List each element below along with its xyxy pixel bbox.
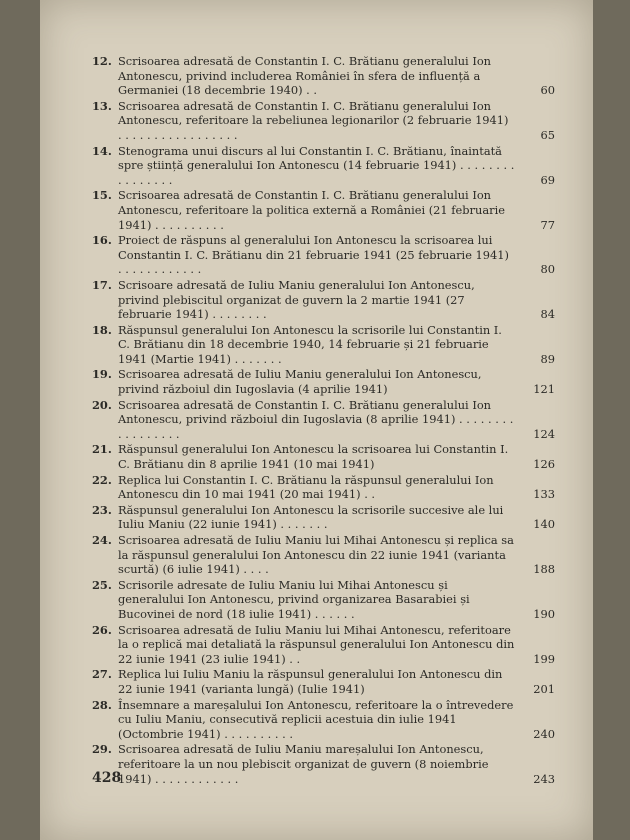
- entry-page-number: 80: [540, 262, 555, 277]
- entry-title: Scrisoarea adresată de Constantin I. C. Brătianu generalului Ion Antonescu, privind includerea României în sfera de influență a Germaniei (18 decembrie 1940) . .: [118, 54, 492, 98]
- entry-title: Scrisoarea adresată de Constantin I. C. Brătianu generalului Ion Antonescu, referitoare la rebeliunea legionarilor (2 februarie 1941) . . . . . . . . . . . . . . . . .: [118, 98, 509, 142]
- entry-title: Scrisoarea adresată de Iuliu Maniu generalului Ion Antonescu, privind războiul din Iugoslavia (4 aprilie 1941): [118, 367, 482, 397]
- list-item: [40, 623, 593, 667]
- list-item: [40, 323, 593, 367]
- list-item: [40, 398, 593, 442]
- entry-title: Stenograma unui discurs al lui Constantin I. C. Brătianu, înaintată spre știință generalului Ion Antonescu (14 februarie 1941) . . . . . . . . . . . . . . . .: [118, 143, 515, 187]
- entry-page-number: 89: [540, 351, 555, 366]
- entry-title: Însemnare a mareșalului Ion Antonescu, referitoare la o întrevedere cu Iuliu Maniu, consecutivă replicii acestuia din iulie 1941 (Octombrie 1941) . . . . . . . . . .: [118, 697, 514, 741]
- list-item: [40, 233, 593, 277]
- entry-number: 23.: [92, 502, 112, 517]
- entry-page-number: 121: [533, 382, 555, 397]
- entry-page-number: 84: [540, 307, 555, 322]
- list-item: [40, 99, 593, 143]
- entry-page-number: 77: [540, 217, 555, 232]
- list-item: [40, 667, 593, 696]
- list-item: [40, 742, 593, 786]
- entry-title: Răspunsul generalului Ion Antonescu la scrisorile succesive ale lui Iuliu Maniu (22 iunie 1941) . . . . . . .: [118, 502, 504, 532]
- entry-page-number: 201: [533, 681, 555, 696]
- entry-page-number: 188: [533, 562, 555, 577]
- entry-number: 26.: [92, 622, 112, 637]
- list-item: [40, 503, 593, 532]
- entry-page-number: 126: [533, 457, 555, 472]
- list-item: [40, 188, 593, 232]
- entry-number: 18.: [92, 322, 112, 337]
- entry-page-number: 240: [533, 726, 555, 741]
- entry-number: 20.: [92, 397, 112, 412]
- page-number: 428: [92, 770, 122, 786]
- entry-page-number: 243: [533, 771, 555, 786]
- entry-title: Scrisoarea adresată de Iuliu Maniu mareșalului Ion Antonescu, referitoare la un nou plebiscit organizat de guvern (8 noiembrie 1941) . . . . . . . . . . . .: [118, 742, 489, 786]
- entry-number: 29.: [92, 742, 112, 757]
- entry-title: Scrisoarea adresată de Iuliu Maniu lui Mihai Antonescu și replica sa la răspunsul generalului Ion Antonescu din 22 iunie 1941 (varianta scurtă) (6 iulie 1941) . . . .: [118, 533, 514, 577]
- entry-number: 15.: [92, 188, 112, 203]
- list-item: [40, 698, 593, 742]
- entry-number: 13.: [92, 98, 112, 113]
- entry-title: Scrisoare adresată de Iuliu Maniu generalului Ion Antonescu, privind plebiscitul organizat de guvern la 2 martie 1941 (27 februarie 1941) . . . . . . . .: [118, 277, 475, 322]
- entry-number: 17.: [92, 277, 112, 292]
- entry-number: 28.: [92, 697, 112, 712]
- entry-page-number: 60: [540, 83, 555, 98]
- entry-title: Scrisoarea adresată de Constantin I. C. Brătianu generalului Ion Antonescu, privind războiul din Iugoslavia (8 aprilie 1941) . . . . . . . . . . . . . . . . .: [118, 397, 514, 441]
- entry-number: 27.: [92, 667, 112, 682]
- entry-title: Replica lui Iuliu Maniu la răspunsul generalului Ion Antonescu din 22 iunie 1941 (varianta lungă) (Iulie 1941): [118, 667, 503, 696]
- entry-title: Scrisorile adresate de Iuliu Maniu lui Mihai Antonescu și generalului Ion Antonescu, privind organizarea Basarabiei și Bucovinei de nord (18 iulie 1941) . . . . . .: [118, 577, 470, 621]
- entry-page-number: 65: [540, 127, 555, 142]
- entry-number: 19.: [92, 367, 112, 382]
- entry-number: 21.: [92, 442, 112, 457]
- entry-page-number: 133: [533, 487, 555, 502]
- entry-title: Proiect de răspuns al generalului Ion Antonescu la scrisoarea lui Constantin I. C. Brătianu din 21 februarie 1941 (25 februarie 1941) . . . . . . . . . . . .: [118, 233, 509, 277]
- entry-title: Scrisoarea adresată de Iuliu Maniu lui Mihai Antonescu, referitoare la o replică mai detaliată la răspunsul generalului Ion Antonescu din 22 iunie 1941 (23 iulie 1941) . .: [118, 622, 515, 666]
- entry-title: Răspunsul generalului Ion Antonescu la scrisorile lui Constantin I. C. Brătianu din 18 decembrie 1940, 14 februarie și 21 februarie 1941 (Martie 1941) . . . . . . .: [118, 322, 502, 366]
- entry-number: 25.: [92, 577, 112, 592]
- entry-page-number: 140: [533, 517, 555, 532]
- list-item: [40, 442, 593, 471]
- entry-number: 24.: [92, 533, 112, 547]
- list-item: [40, 578, 593, 622]
- list-item: [40, 367, 593, 396]
- list-item: [40, 54, 593, 98]
- entry-number: 12.: [92, 54, 112, 68]
- entry-title: Scrisoarea adresată de Constantin I. C. Brătianu generalului Ion Antonescu, referitoare la politica externă a României (21 februarie 1941) . . . . . . . . . .: [118, 188, 505, 232]
- entry-title: Răspunsul generalului Ion Antonescu la scrisoarea lui Constantin I. C. Brătianu din 8 aprilie 1941 (10 mai 1941): [118, 442, 509, 472]
- entry-page-number: 199: [533, 651, 555, 666]
- entry-title: Replica lui Constantin I. C. Brătianu la răspunsul generalului Ion Antonescu din 10 mai 1941 (20 mai 1941) . .: [118, 472, 494, 502]
- entry-page-number: 124: [533, 426, 555, 441]
- list-item: [40, 533, 593, 577]
- table-of-contents: [40, 54, 593, 787]
- entry-number: 16.: [92, 233, 112, 248]
- book-page: [40, 0, 593, 840]
- list-item: [40, 144, 593, 188]
- entry-page-number: 69: [540, 172, 555, 187]
- list-item: [40, 278, 593, 322]
- entry-number: 14.: [92, 143, 112, 158]
- list-item: [40, 473, 593, 502]
- entry-number: 22.: [92, 472, 112, 487]
- entry-page-number: 190: [533, 606, 555, 621]
